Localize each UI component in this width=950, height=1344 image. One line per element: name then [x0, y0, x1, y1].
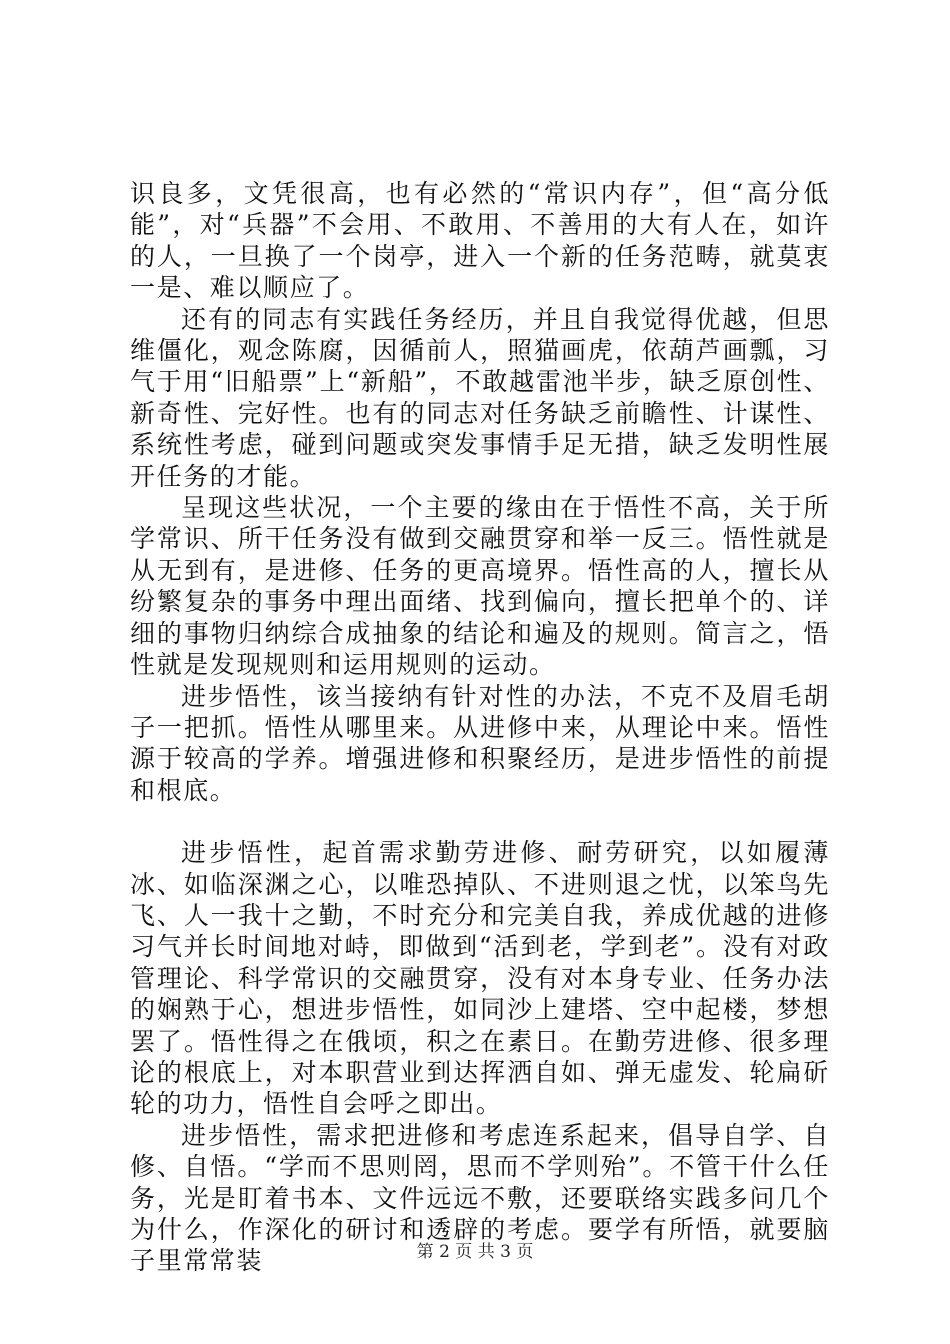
paragraph-6: 进步悟性，需求把进修和考虑连系起来，倡导自学、自修、自悟。“学而不思则罔，思而不学则殆”。不管干什么任务，光是盯着书本、文件远远不敷，还要联络实践多问几个为什么，作深化的研讨和透辟的考虑。要学有所悟，就要脑子里常常装: [130, 1120, 830, 1276]
paragraph-4: 进步悟性，该当接纳有针对性的办法，不克不及眉毛胡子一把抓。悟性从哪里来。从进修中来，从理论中来。悟性源于较高的学养。增强进修和积聚经历，是进步悟性的前提和根底。: [130, 681, 830, 805]
paragraph-3: 呈现这些状况，一个主要的缘由在于悟性不高，关于所学常识、所干任务没有做到交融贯穿和举一反三。悟性就是从无到有，是进修、任务的更高境界。悟性高的人，擅长从纷繁复杂的事务中理出面绪、找到偏向，擅长把单个的、详细的事物归纳综合成抽象的结论和遍及的规则。简言之，悟性就是发现规则和运用规则的运动。: [130, 493, 830, 680]
page-footer: 第 2 页 共 3 页: [416, 1242, 534, 1262]
paragraph-2: 还有的同志有实践任务经历，并且自我觉得优越，但思维僵化，观念陈腐，因循前人，照猫画虎，依葫芦画瓢，习气于用“旧船票”上“新船”，不敢越雷池半步，缺乏原创性、新奇性、完好性。也有的同志对任务缺乏前瞻性、计谋性、系统性考虑，碰到问题或突发事情手足无措，缺乏发明性展开任务的才能。: [130, 304, 830, 491]
paragraph-5: 进步悟性，起首需求勤劳进修、耐劳研究，以如履薄冰、如临深渊之心，以唯恐掉队、不进则退之忧，以笨鸟先飞、人一我十之勤，不时充分和完美自我，养成优越的进修习气并长时间地对峙，即做到“活到老，学到老”。没有对政管理论、科学常识的交融贯穿，没有对本身专业、任务办法的娴熟于心，想进步悟性，如同沙上建塔、空中起楼，梦想罢了。悟性得之在俄顷，积之在素日。在勤劳进修、很多理论的根底上，对本职营业到达挥洒自如、弹无虚发、轮扁斫轮的功力，悟性自会呼之即出。: [130, 838, 830, 1119]
paragraph-1: 识良多，文凭很高，也有必然的“常识内存”，但“高分低能”，对“兵器”不会用、不敢用、不善用的大有人在，如许的人，一旦换了一个岗亭，进入一个新的任务范畴，就莫衷一是、难以顺应了。: [130, 179, 830, 303]
document-body: [130, 178, 830, 1277]
